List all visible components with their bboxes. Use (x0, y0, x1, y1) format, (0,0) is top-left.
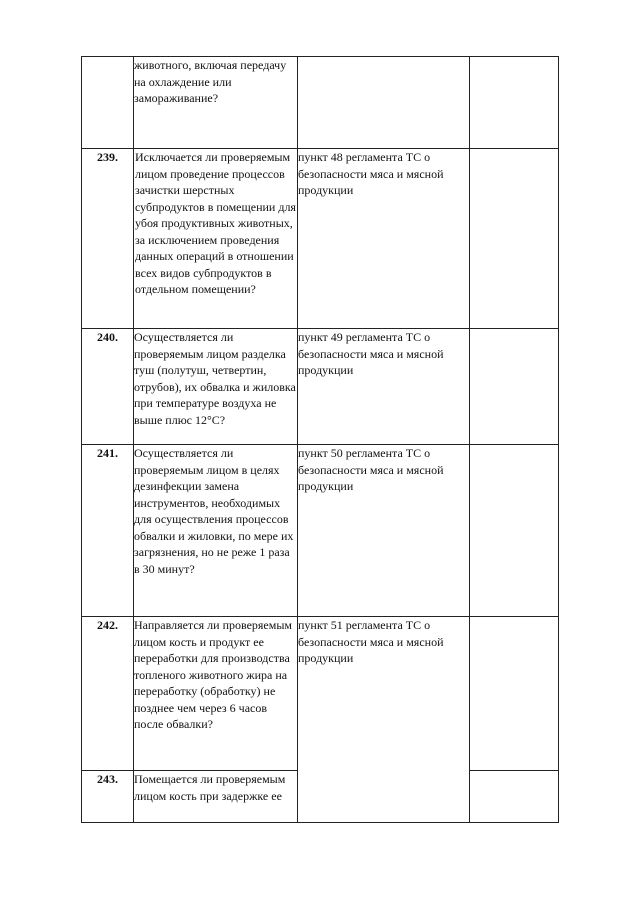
table-row (82, 617, 559, 771)
answer-cell (470, 445, 559, 617)
reference-text (298, 57, 470, 149)
table-row (82, 149, 559, 329)
item-number: 243. (82, 771, 134, 823)
answer-cell (470, 771, 559, 823)
item-number (82, 57, 134, 149)
reference-text: пункт 48 регламента ТС о безопасности мяса и мясной продукции (298, 149, 470, 329)
answer-cell (470, 617, 559, 771)
checklist-table (81, 56, 559, 823)
question-text: Направляется ли проверяемым лицом кость и продукт ее переработки для производства топленого животного жира на переработку (обработку) не позднее чем через 6 часов после обвалки? (134, 617, 298, 771)
item-number: 240. (82, 329, 134, 445)
table-row (82, 445, 559, 617)
answer-cell (470, 149, 559, 329)
item-number: 241. (82, 445, 134, 617)
reference-text: пункт 49 регламента ТС о безопасности мяса и мясной продукции (298, 329, 470, 445)
reference-text: пункт 50 регламента ТС о безопасности мяса и мясной продукции (298, 445, 470, 617)
table-row (82, 57, 559, 149)
question-text: Исключается ли проверяемым лицом проведение процессов зачистки шерстных субпродуктов в помещении для убоя продуктивных животных, за исключением проведения данных операций в отношении всех видов субпродуктов в отдельном помещении? (134, 149, 298, 329)
question-text: животного, включая передачу на охлаждение или замораживание? (134, 57, 298, 149)
answer-cell (470, 329, 559, 445)
question-text: Осуществляется ли проверяемым лицом разделка туш (полутуш, четвертин, отрубов), их обвалка и жиловка при температуре воздуха не выше плюс 12°С? (134, 329, 298, 445)
answer-cell (470, 57, 559, 149)
table-row (82, 329, 559, 445)
item-number: 242. (82, 617, 134, 771)
question-text: Помещается ли проверяемым лицом кость при задержке ее (134, 771, 298, 823)
question-text: Осуществляется ли проверяемым лицом в целях дезинфекции замена инструментов, необходимых для осуществления процессов обвалки и жиловки, по мере их загрязнения, но не реже 1 раза в 30 минут? (134, 445, 298, 617)
item-number: 239. (82, 149, 134, 329)
reference-text: пункт 51 регламента ТС о безопасности мяса и мясной продукции (298, 617, 470, 823)
